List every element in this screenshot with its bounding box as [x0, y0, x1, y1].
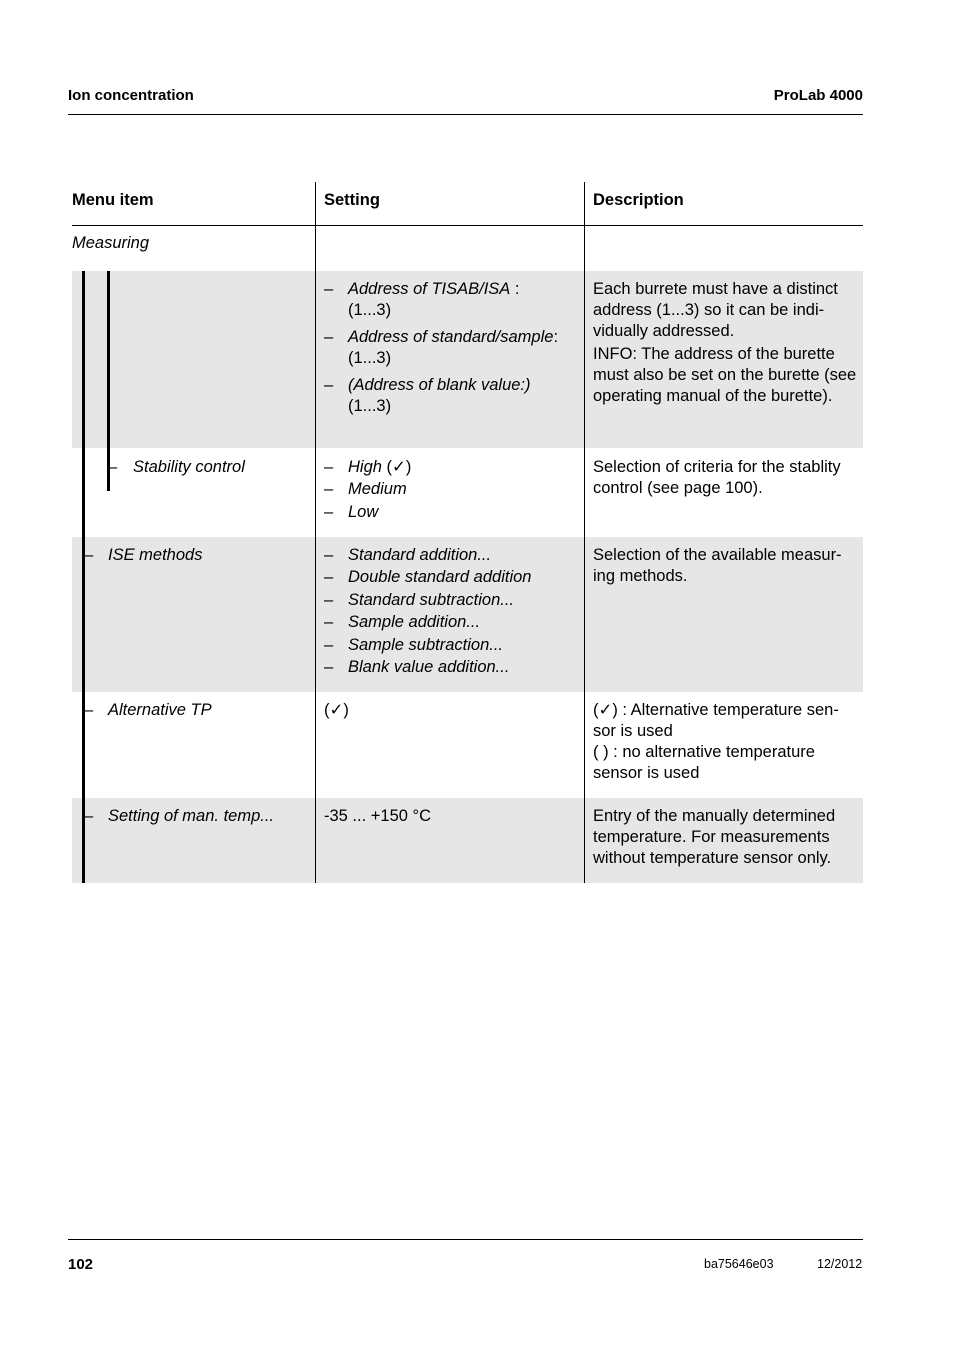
list-dash: – [324, 591, 334, 609]
list-dash: – [324, 376, 334, 394]
tree-branch: – [84, 701, 94, 719]
setting-address-blank: (Address of blank value:) (1...3) [348, 376, 531, 415]
list-dash: – [324, 458, 334, 476]
setting-option: Standard addition... [348, 546, 492, 564]
setting-option-low: Low [348, 503, 379, 521]
tree-branch: – [84, 546, 94, 564]
header-rule [68, 114, 863, 115]
setting-option: Double standard addition [348, 568, 532, 586]
menu-tree-line [82, 271, 85, 883]
list-dash: – [324, 658, 334, 676]
menu-item-alternative-tp: Alternative TP [108, 701, 212, 719]
setting-option: Sample addition... [348, 613, 481, 631]
document-date: 12/2012 [817, 1257, 863, 1271]
list-dash: – [324, 568, 334, 586]
setting-address-tisab: Address of TISAB/ISA : (1...3) [348, 280, 520, 319]
list-dash: – [324, 546, 334, 564]
setting-temp-range: -35 ... +150 °C [324, 807, 432, 825]
row-description: (✓) : Alternative temperature sen-sor is used ( ) : no alternative temperature sensor is used [593, 701, 839, 782]
setting-option: Sample subtraction... [348, 636, 503, 654]
row-description: Selection of criteria for the stablity control (see page 100). [593, 458, 841, 497]
menu-item-manual-temp: Setting of man. temp... [108, 807, 274, 825]
list-dash: – [324, 480, 334, 498]
setting-checkmark: (✓) [324, 701, 349, 719]
setting-option-medium: Medium [348, 480, 407, 498]
list-dash: – [324, 280, 334, 298]
column-divider [315, 182, 316, 883]
footer-rule [68, 1239, 863, 1240]
column-header-description: Description [593, 191, 684, 209]
column-header-setting: Setting [324, 191, 380, 209]
setting-address-standard: Address of standard/sample: (1...3) [348, 328, 559, 367]
running-header-right: ProLab 4000 [773, 87, 863, 104]
menu-item-ise-methods: ISE methods [108, 546, 203, 564]
list-dash: – [324, 328, 334, 346]
row-description: Entry of the manually determined temperature. For measurements without temperature sensor only. [593, 807, 836, 867]
table-header-rule [72, 225, 863, 226]
tree-branch: – [108, 458, 118, 476]
menu-section-title: Measuring [72, 234, 150, 252]
row-description: Selection of the available measur-ing methods. [593, 546, 842, 585]
column-header-menu-item: Menu item [72, 191, 154, 209]
row-description: Each burrete must have a distinct address (1...3) so it can be indi-vidually addressed. INFO: The address of the burette must also be set on the burette (see operating manual of the burette). [593, 280, 857, 405]
page-number: 102 [68, 1256, 94, 1273]
list-dash: – [324, 613, 334, 631]
setting-option: Blank value addition... [348, 658, 510, 676]
menu-item-stability-control: Stability control [133, 458, 245, 476]
running-header-left: Ion concentration [68, 87, 194, 104]
tree-branch: – [84, 807, 94, 825]
column-divider [584, 182, 585, 883]
setting-option-high: High (✓) [348, 458, 412, 476]
document-code: ba75646e03 [704, 1257, 774, 1271]
list-dash: – [324, 503, 334, 521]
setting-option: Standard subtraction... [348, 591, 515, 609]
list-dash: – [324, 636, 334, 654]
